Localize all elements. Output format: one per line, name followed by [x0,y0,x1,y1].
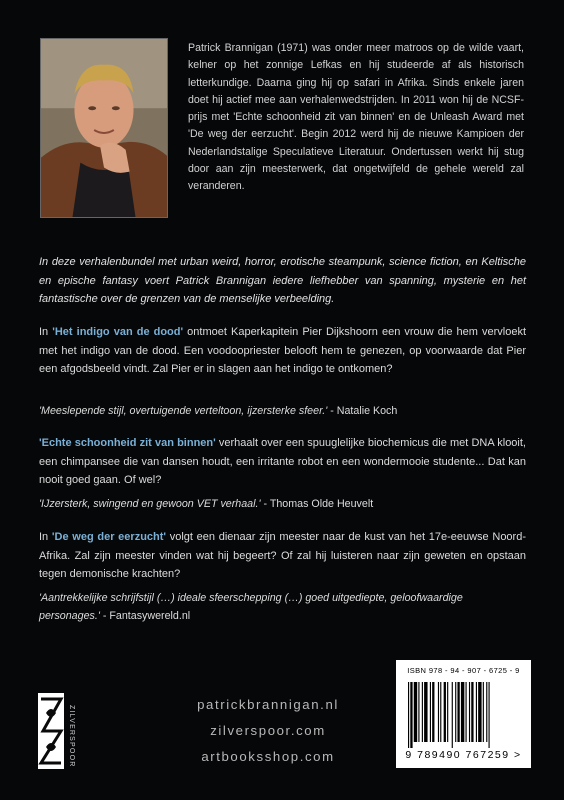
barcode-bar [414,682,417,742]
barcode-bars [408,682,519,748]
barcode-bar [438,682,439,742]
barcode-bar [489,682,490,748]
publisher-links [168,692,368,770]
story-1-quote-source: Natalie Koch [336,405,398,417]
story-2-quote: 'IJzersterk, swingend en gewoon VET verhaal.' [39,498,261,510]
isbn-label: ISBN 978 - 94 - 907 - 6725 - 9 [407,666,520,675]
intro-text: In deze verhalenbundel met urban weird, horror, erotische steampunk, science fiction, en Keltische en epische fantasy voert Patrick Brannigan iedere liefhebber van spanning, mysterie en het fantastische over de grenzen van de menselijke verbeelding. [39,256,526,306]
link-zilverspoor[interactable]: zilverspoor.com [210,723,326,738]
barcode-bar [466,682,467,742]
story-2-blurb [39,434,526,490]
barcode-bar [447,682,448,742]
story-1-review: 'Meeslepende stijl, overtuigende verteltoon, ijzersterke sfeer.' - Natalie Koch [39,405,398,417]
barcode-bar [457,682,459,742]
barcode-bar [483,682,484,742]
story-1-prefix: In [39,326,53,338]
barcode-bar [422,682,423,742]
story-1-blurb [39,323,526,379]
isbn-barcode [396,660,531,768]
barcode-bar [440,682,441,742]
story-2-review: 'IJzersterk, swingend en gewoon VET verhaal.' - Thomas Olde Heuvelt [39,498,374,510]
link-artbooksshop[interactable]: artbooksshop.com [201,749,335,764]
barcode-bar [476,682,477,742]
barcode-number: 9 789490 767259 > [405,749,522,761]
barcode-bar [461,682,464,742]
barcode-bar [471,682,473,742]
barcode-bar [432,682,434,742]
story-2-text: verhaalt over een spuuglelijke biochemicus die met DNA klooit, een chimpansee die van dansen houdt, een irritante robot en een wondermooie studente... Dat kan nooit goed gaan. Of wel? [39,437,526,487]
story-1-title: 'Het indigo van de dood' [52,326,184,338]
barcode-bar [418,682,419,742]
story-1-text: ontmoet Kaperkapitein Pier Dijkshoorn een vrouw die hem vervloekt met het indigo van de dood. Een voodoopriester belooft hem te genezen, op voorwaarde dat Pier een afgodsbeeld vindt. Zal Pier er in slagen aan het indigo te ontkomen? [39,326,527,376]
publisher-logo-text: ZILVERSPOOR [68,705,75,768]
barcode-bar [424,682,427,742]
story-2-title: 'Echte schoonheid zit van binnen' [39,437,216,449]
story-3-review: 'Aantrekkelijke schrijfstijl (…) ideale sfeerschepping (…) goed uitgediepte, geloofwaardige personages.' - Fantasywereld.nl [39,592,463,622]
story-3-blurb [39,528,526,584]
story-3-title: 'De weg der eerzucht' [51,531,167,543]
barcode-bar [469,682,470,742]
barcode-bar [408,682,409,748]
barcode-bar [410,682,412,748]
barcode-bar [444,682,446,742]
story-3-text: volgt een dienaar zijn meester naar de kust van het 17e-eeuwse Noord-Afrika. Zal zijn meester vinden wat hij begeert? Of zal hij luisteren naar zijn geweten en opstaan tegen demonische krachten? [39,531,526,581]
author-bio: Patrick Brannigan (1971) was onder meer matroos op de wilde vaart, kelner op het zonnige Lefkas en hij studeerde af als historisch letterkundige. Daarna ging hij op safari in Afrika. Sinds enkele jaren doet hij actief mee aan verhalenwedstrijden. In 2011 won hij de NCSF-prijs met 'Echte schoonheid zit van binnen' en de Unleash Award met 'De weg der eerzucht'. Begin 2012 werd hij de nieuwe Kampioen der Nederlandstalige Speculatieve Literatuur. Ondertussen werkt hij stug door aan zijn meesterwerk, dat ongetwijfeld de gehele wereld zal veranderen. [188,42,524,193]
author-photo [40,38,168,218]
story-2-quote-source: Thomas Olde Heuvelt [269,498,374,510]
publisher-logo-text-wrap [63,705,77,768]
story-1-quote: 'Meeslepende stijl, overtuigende verteltoon, ijzersterke sfeer.' [39,405,328,417]
link-patrickbrannigan[interactable]: patrickbrannigan.nl [197,697,339,712]
barcode-bar [478,682,481,742]
story-3-quote-source: Fantasywereld.nl [109,610,191,622]
story-3-quote: 'Aantrekkelijke schrijfstijl (…) ideale sfeerschepping (…) goed uitgediepte, geloofwaardige personages.' [39,592,463,622]
barcode-bar [430,682,431,742]
story-3-prefix: In [39,531,52,543]
barcode-bar [455,682,456,742]
barcode-bar [486,682,487,742]
barcode-bar [452,682,453,748]
